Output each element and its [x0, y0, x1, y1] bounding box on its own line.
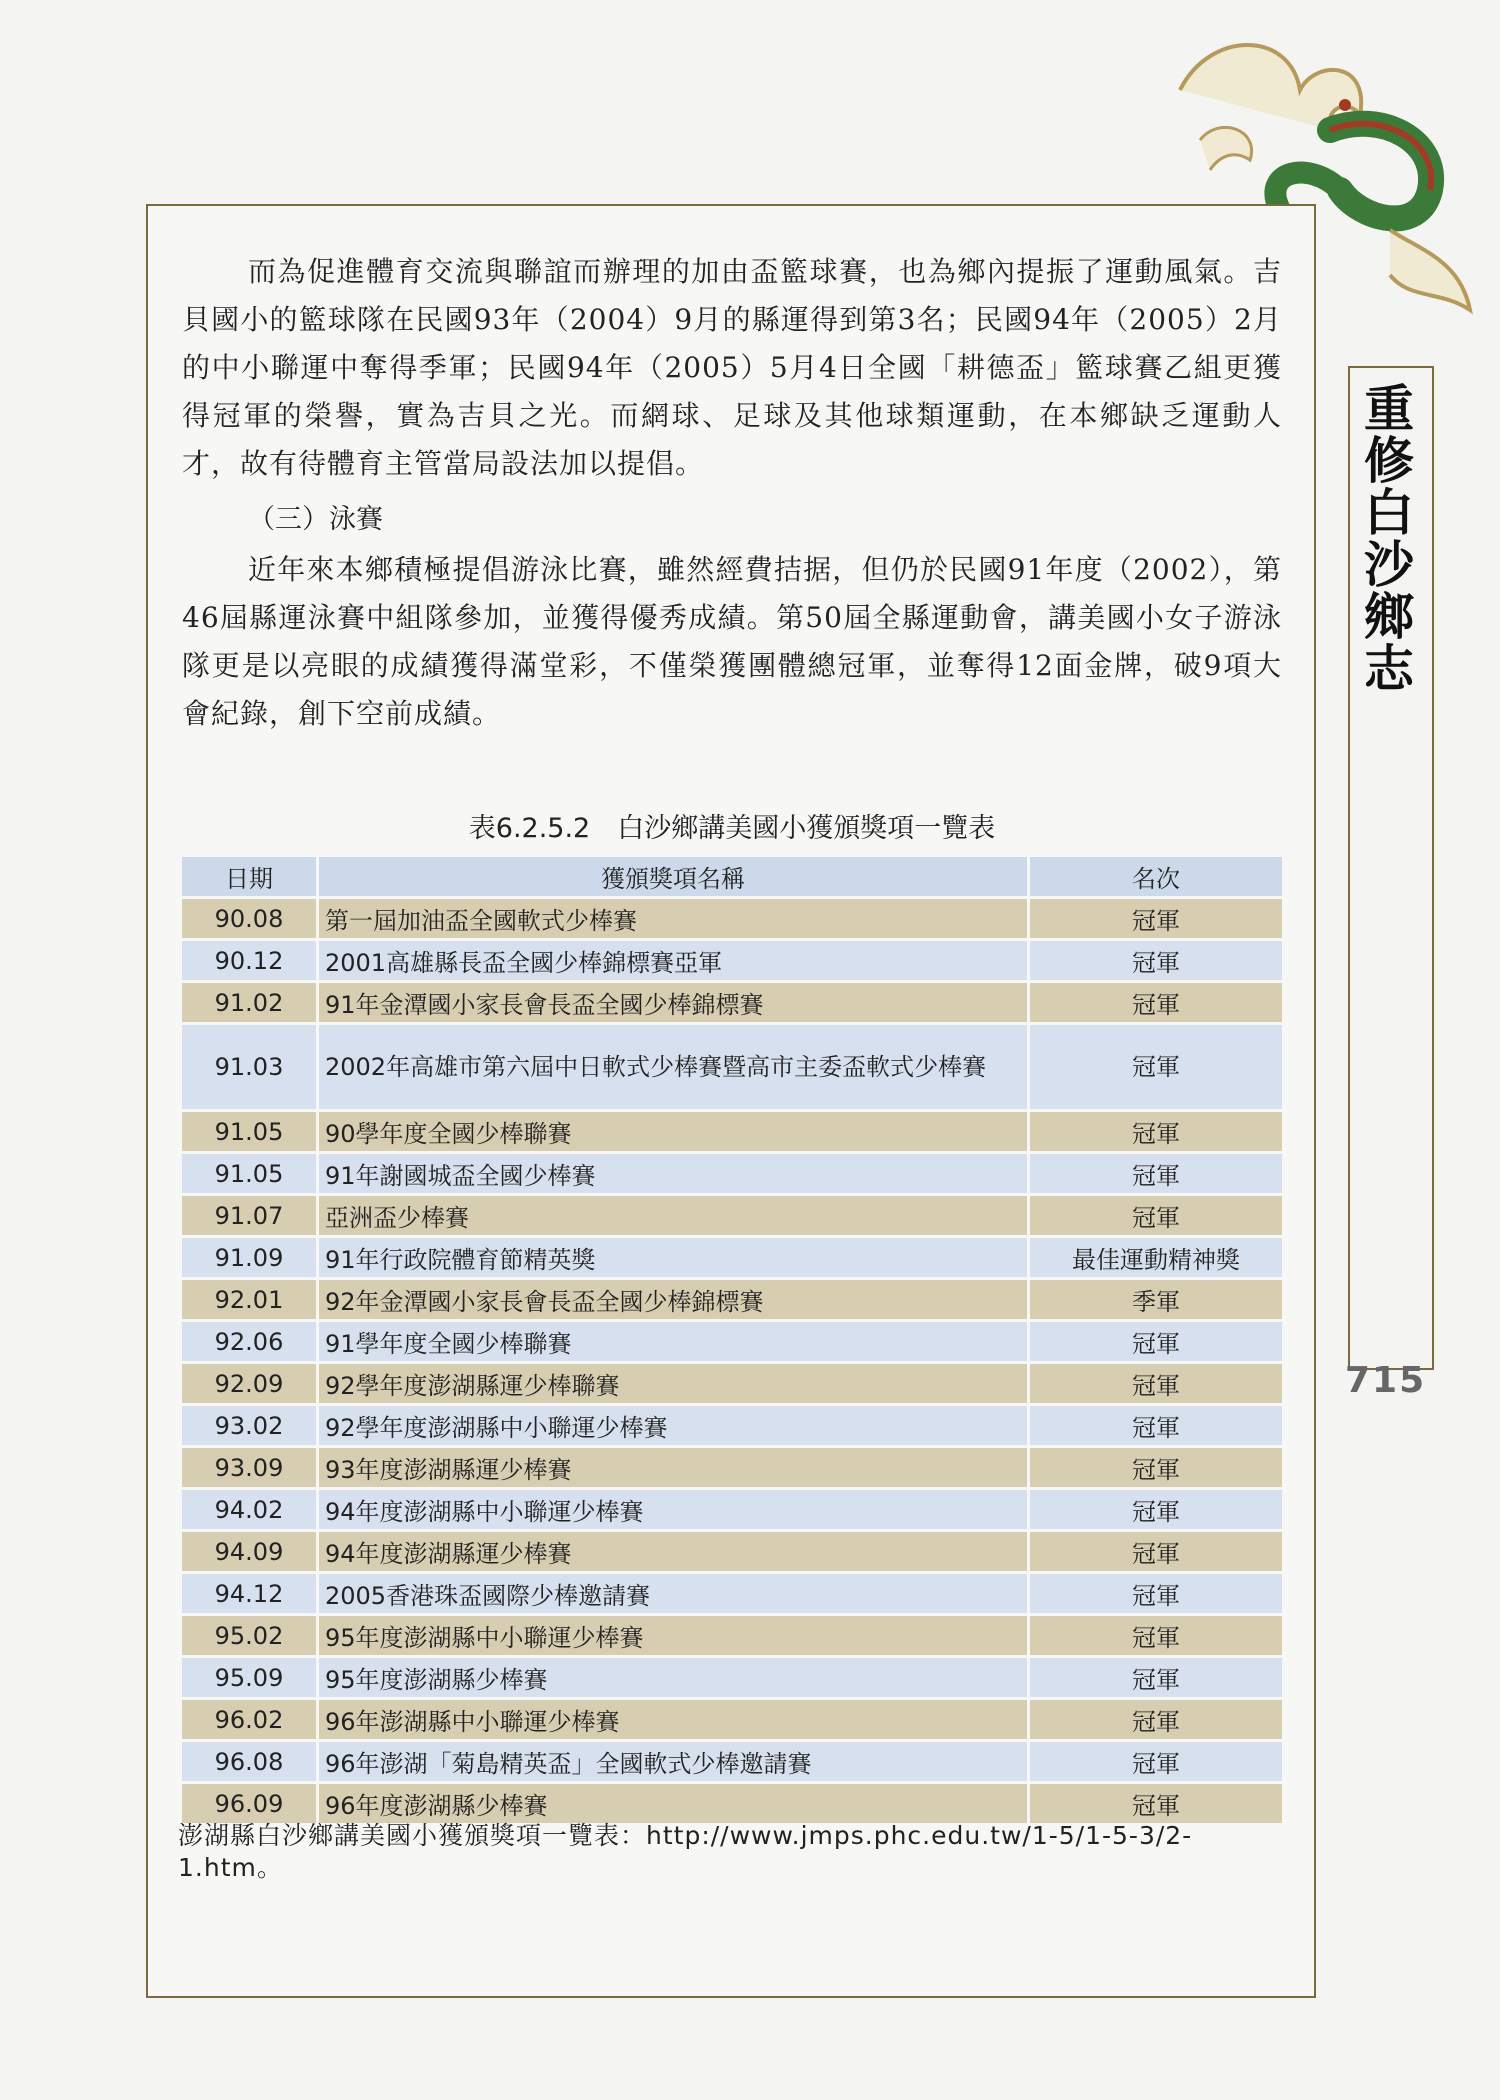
cell-rank: 冠軍	[1030, 1196, 1282, 1235]
cell-award: 91年行政院體育節精英獎	[319, 1238, 1030, 1277]
table-row	[182, 1238, 1282, 1277]
cell-rank: 最佳運動精神獎	[1030, 1238, 1282, 1277]
source-note: 澎湖縣白沙鄉講美國小獲頒獎項一覽表：http://www.jmps.phc.edu.tw/1-5/1-5-3/2-1.htm。	[178, 1821, 1193, 1882]
table-row	[182, 1364, 1282, 1403]
cell-date: 92.09	[182, 1364, 319, 1403]
table-row	[182, 1322, 1282, 1361]
table-row	[182, 1532, 1282, 1571]
cell-award: 91學年度全國少棒聯賽	[319, 1322, 1030, 1361]
cell-date: 94.02	[182, 1490, 319, 1529]
cell-award: 92學年度澎湖縣運少棒聯賽	[319, 1364, 1030, 1403]
cell-date: 96.02	[182, 1700, 319, 1739]
table-header-row	[182, 857, 1282, 896]
cell-date: 91.05	[182, 1112, 319, 1151]
cell-rank: 冠軍	[1030, 1700, 1282, 1739]
cell-rank: 季軍	[1030, 1280, 1282, 1319]
cell-date: 95.09	[182, 1658, 319, 1697]
cell-rank: 冠軍	[1030, 1574, 1282, 1613]
awards-table	[182, 854, 1282, 1826]
cell-date: 91.09	[182, 1238, 319, 1277]
table-row	[182, 1196, 1282, 1235]
cell-date: 91.05	[182, 1154, 319, 1193]
cell-rank: 冠軍	[1030, 1406, 1282, 1445]
table-row	[182, 1448, 1282, 1487]
cell-date: 96.09	[182, 1784, 319, 1823]
page-number: 715	[1345, 1360, 1427, 1401]
cell-award: 92學年度澎湖縣中小聯運少棒賽	[319, 1406, 1030, 1445]
cell-award: 2005香港珠盃國際少棒邀請賽	[319, 1574, 1030, 1613]
cell-award: 95年度澎湖縣少棒賽	[319, 1658, 1030, 1697]
cell-date: 93.02	[182, 1406, 319, 1445]
cell-rank: 冠軍	[1030, 1784, 1282, 1823]
table-row	[182, 1616, 1282, 1655]
cell-award: 92年金潭國小家長會長盃全國少棒錦標賽	[319, 1280, 1030, 1319]
cell-award: 94年度澎湖縣運少棒賽	[319, 1532, 1030, 1571]
cell-rank: 冠軍	[1030, 1658, 1282, 1697]
cell-award: 2001高雄縣長盃全國少棒錦標賽亞軍	[319, 941, 1030, 980]
cell-date: 95.02	[182, 1616, 319, 1655]
cell-date: 91.02	[182, 983, 319, 1022]
table-row	[182, 1406, 1282, 1445]
cell-date: 94.09	[182, 1532, 319, 1571]
cell-date: 96.08	[182, 1742, 319, 1781]
table-row	[182, 1658, 1282, 1697]
cell-date: 94.12	[182, 1574, 319, 1613]
cell-award: 95年度澎湖縣中小聯運少棒賽	[319, 1616, 1030, 1655]
table-row	[182, 1154, 1282, 1193]
paragraph-1: 而為促進體育交流與聯誼而辦理的加由盃籃球賽，也為鄉內提振了運動風氣。吉貝國小的籃球隊在民國93年（2004）9月的縣運得到第3名；民國94年（2005）2月的中小聯運中奪得季軍；民國94年（2005）5月4日全國「耕德盃」籃球賽乙組更獲得冠軍的榮譽，實為吉貝之光。而網球、足球及其他球類運動，在本鄉缺乏運動人才，故有待體育主管當局設法加以提倡。	[182, 255, 1282, 480]
cell-award: 90學年度全國少棒聯賽	[319, 1112, 1030, 1151]
cell-award: 96年度澎湖縣少棒賽	[319, 1784, 1030, 1823]
cell-date: 92.01	[182, 1280, 319, 1319]
cell-award: 2002年高雄市第六屆中日軟式少棒賽暨高市主委盃軟式少棒賽	[319, 1025, 1030, 1109]
table-row	[182, 1784, 1282, 1823]
header-date: 日期	[182, 857, 319, 896]
paragraph-2: 近年來本鄉積極提倡游泳比賽，雖然經費拮据，但仍於民國91年度（2002），第46屆縣運泳賽中組隊參加，並獲得優秀成績。第50屆全縣運動會，講美國小女子游泳隊更是以亮眼的成績獲得滿堂彩，不僅榮獲團體總冠軍，並奪得12面金牌，破9項大會紀錄，創下空前成績。	[182, 553, 1282, 730]
cell-date: 92.06	[182, 1322, 319, 1361]
table-row	[182, 1700, 1282, 1739]
book-title: 重修白沙鄉志	[1356, 382, 1415, 694]
cell-date: 93.09	[182, 1448, 319, 1487]
cell-award: 91年謝國城盃全國少棒賽	[319, 1154, 1030, 1193]
header-award: 獲頒獎項名稱	[319, 857, 1030, 896]
table-row	[182, 1112, 1282, 1151]
cell-award: 94年度澎湖縣中小聯運少棒賽	[319, 1490, 1030, 1529]
cell-rank: 冠軍	[1030, 941, 1282, 980]
cell-rank: 冠軍	[1030, 1364, 1282, 1403]
cell-rank: 冠軍	[1030, 1025, 1282, 1109]
cell-date: 91.07	[182, 1196, 319, 1235]
cell-award: 96年澎湖縣中小聯運少棒賽	[319, 1700, 1030, 1739]
cell-date: 90.08	[182, 899, 319, 938]
table-row	[182, 983, 1282, 1022]
table-row	[182, 1025, 1282, 1109]
cell-rank: 冠軍	[1030, 1490, 1282, 1529]
table-row	[182, 941, 1282, 980]
cell-award: 91年金潭國小家長會長盃全國少棒錦標賽	[319, 983, 1030, 1022]
cell-rank: 冠軍	[1030, 899, 1282, 938]
cell-award: 93年度澎湖縣運少棒賽	[319, 1448, 1030, 1487]
cell-rank: 冠軍	[1030, 1112, 1282, 1151]
cell-rank: 冠軍	[1030, 1448, 1282, 1487]
table-row	[182, 1742, 1282, 1781]
table-row	[182, 1490, 1282, 1529]
cell-rank: 冠軍	[1030, 983, 1282, 1022]
cell-rank: 冠軍	[1030, 1616, 1282, 1655]
table-caption: 表6.2.5.2 白沙鄉講美國小獲頒獎項一覽表	[468, 813, 996, 844]
header-rank: 名次	[1030, 857, 1282, 896]
body-text	[182, 248, 1282, 738]
cell-rank: 冠軍	[1030, 1532, 1282, 1571]
cell-rank: 冠軍	[1030, 1322, 1282, 1361]
table-row	[182, 1280, 1282, 1319]
cell-date: 90.12	[182, 941, 319, 980]
cell-award: 第一屆加油盃全國軟式少棒賽	[319, 899, 1030, 938]
table-row	[182, 1574, 1282, 1613]
cell-rank: 冠軍	[1030, 1154, 1282, 1193]
side-title-box	[1348, 366, 1434, 1370]
cell-rank: 冠軍	[1030, 1742, 1282, 1781]
cell-award: 96年澎湖「菊島精英盃」全國軟式少棒邀請賽	[319, 1742, 1030, 1781]
section-heading: （三）泳賽	[248, 504, 383, 535]
table-row	[182, 899, 1282, 938]
cell-date: 91.03	[182, 1025, 319, 1109]
cell-award: 亞洲盃少棒賽	[319, 1196, 1030, 1235]
